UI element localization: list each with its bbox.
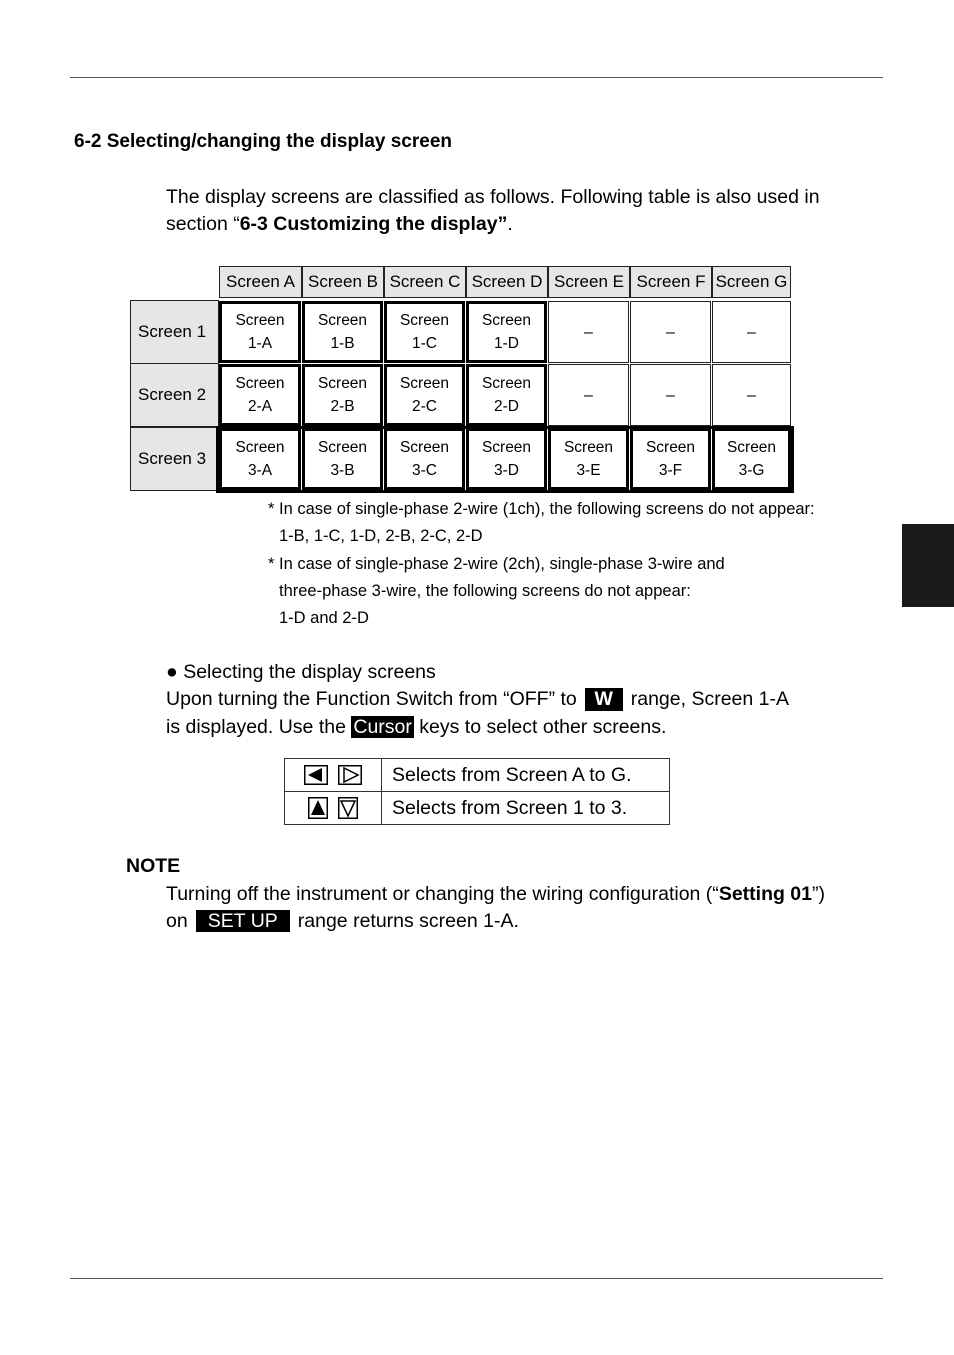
dash-mark: – <box>666 323 675 341</box>
selecting-line-2-prefix: is displayed. Use the <box>166 716 346 738</box>
column-header-c: Screen C <box>384 266 466 298</box>
screen-cell-line: 1-C <box>412 335 437 352</box>
column-header-b: Screen B <box>302 266 384 298</box>
screen-cell-line: Screen <box>399 312 450 329</box>
screen-cell-text <box>400 309 449 355</box>
chapter-tab <box>902 524 954 607</box>
footnote-2-line-2: three-phase 3-wire, the following screens do not appear: <box>279 582 691 600</box>
footer-rule <box>70 1278 883 1279</box>
note-heading: NOTE <box>126 855 181 877</box>
selecting-line-1-suffix: range, Screen 1-A <box>630 688 790 710</box>
screen-cell-text <box>584 321 593 344</box>
footnote-1-line-2: 1-B, 1-C, 1-D, 2-B, 2-C, 2-D <box>279 527 483 545</box>
selecting-line-1 <box>166 686 789 713</box>
screen-cell-line: Screen <box>235 439 285 456</box>
up-arrow-icon <box>308 797 328 819</box>
screen-cell-text <box>666 321 675 344</box>
intro-line-2-suffix: . <box>507 213 513 235</box>
screen-cell-text <box>666 384 675 407</box>
screen-cell-line: Screen <box>317 312 368 329</box>
screen-cell-line: Screen <box>235 312 285 329</box>
screen-cell-text <box>584 384 593 407</box>
screen-cell-1-e <box>548 301 629 363</box>
screen-cell-2-a <box>219 364 301 426</box>
right-arrow-icon <box>338 765 362 785</box>
screen-cell-line: 2-C <box>412 398 437 415</box>
footnote-2-line-3: 1-D and 2-D <box>279 609 369 627</box>
screen-cell-2-c <box>384 364 465 426</box>
screen-cell-line: Screen <box>481 375 532 392</box>
screen-cell-line: Screen <box>726 439 777 456</box>
left-arrow-icon <box>304 765 328 785</box>
screen-cell-line: 3-C <box>412 462 437 479</box>
screen-cell-line: 1-B <box>330 335 355 352</box>
screen-cell-2-d <box>466 364 547 426</box>
screen-cell-text <box>235 372 284 418</box>
dash-mark: – <box>584 386 593 404</box>
header-rule <box>70 77 883 78</box>
screen-cell-line: 2-B <box>330 398 355 415</box>
screen-cell-line: Screen <box>481 312 532 329</box>
key-row-left-right <box>285 759 670 792</box>
row-header-2: Screen 2 <box>130 363 219 427</box>
screen-cell-text <box>482 372 531 418</box>
intro-line-1: The display screens are classified as follows. Following table is also used in <box>166 186 820 208</box>
intro-line-2 <box>166 211 820 238</box>
intro-line-2-prefix: section “ <box>166 213 240 235</box>
selecting-line-2 <box>166 714 666 741</box>
screen-cell-text <box>747 384 756 407</box>
note-line-1 <box>166 881 825 908</box>
cursor-key-table <box>284 758 670 825</box>
column-header-e: Screen E <box>548 266 630 298</box>
up-down-key-icons <box>285 792 382 825</box>
key-row-1-desc: Selects from Screen A to G. <box>382 759 670 792</box>
row-header-1: Screen 1 <box>130 300 219 364</box>
screen-cell-line: 3-A <box>247 462 273 479</box>
screen-cell-line: 2-D <box>494 398 519 415</box>
key-row-2-desc: Selects from Screen 1 to 3. <box>382 792 670 825</box>
dash-mark: – <box>584 323 593 341</box>
screen-cell-line: Screen <box>317 375 368 392</box>
dash-mark: – <box>747 386 756 404</box>
left-right-key-icons <box>285 759 382 792</box>
setting-01-reference: Setting 01 <box>718 883 812 905</box>
note-line-1-prefix: Turning off the instrument or changing the wiring configuration (“ <box>166 883 719 905</box>
column-header-f: Screen F <box>630 266 712 298</box>
screen-cell-line: 3-E <box>576 462 601 479</box>
screen-cell-line: 3-G <box>738 462 765 479</box>
intro-paragraph <box>166 184 820 238</box>
screen-cell-line: Screen <box>399 439 450 456</box>
note-line-1-suffix: ”) <box>812 883 825 905</box>
screen-cell-1-b <box>302 301 383 363</box>
screen-cell-line: Screen <box>235 375 285 392</box>
screen-cell-text <box>235 309 284 355</box>
dash-mark: – <box>666 386 675 404</box>
screen-cell-line: 2-A <box>247 398 273 415</box>
screen-3-row-frame <box>216 426 794 493</box>
note-line-2-prefix: on <box>166 910 188 932</box>
screen-cell-1-d <box>466 301 547 363</box>
screen-cell-line: Screen <box>399 375 450 392</box>
down-arrow-icon <box>338 797 358 819</box>
setup-range-key: SET UP <box>196 910 290 932</box>
screen-cell-text <box>482 309 531 355</box>
section-reference: 6-3 Customizing the display” <box>239 213 508 235</box>
section-title: 6-2 Selecting/changing the display screen <box>74 131 453 152</box>
selecting-line-2-suffix: keys to select other screens. <box>419 716 667 738</box>
screen-cell-1-f <box>630 301 711 363</box>
selecting-line-1-prefix: Upon turning the Function Switch from “OFF” to <box>166 688 577 710</box>
screen-cell-line: 1-D <box>494 335 519 352</box>
footnote-2-line-1: * In case of single-phase 2-wire (2ch), single-phase 3-wire and <box>268 555 725 573</box>
screen-cell-line: 3-F <box>658 462 683 479</box>
screen-cell-2-g <box>712 364 791 426</box>
selecting-heading: ● Selecting the display screens <box>166 661 436 683</box>
screen-cell-line: 3-B <box>330 462 355 479</box>
screen-cell-line: 3-D <box>494 462 519 479</box>
note-line-2-suffix: range returns screen 1-A. <box>297 910 519 932</box>
footnote-1-line-1: * In case of single-phase 2-wire (1ch), the following screens do not appear: <box>268 500 815 518</box>
screen-cell-line: Screen <box>481 439 532 456</box>
screen-cell-1-c <box>384 301 465 363</box>
screen-cell-1-a <box>219 301 301 363</box>
screen-cell-text <box>318 372 367 418</box>
cursor-key-label: Cursor <box>353 716 412 738</box>
note-line-2 <box>166 908 519 935</box>
screen-cell-1-g <box>712 301 791 363</box>
screen-cell-line: Screen <box>645 439 696 456</box>
w-range-key: W <box>585 688 623 711</box>
screen-cell-2-e <box>548 364 629 426</box>
key-row-up-down <box>285 792 670 825</box>
screen-cell-2-f <box>630 364 711 426</box>
screen-cell-line: Screen <box>563 439 614 456</box>
dash-mark: – <box>747 323 756 341</box>
screen-cell-2-b <box>302 364 383 426</box>
screen-cell-line: 1-A <box>247 335 273 352</box>
screen-cell-text <box>747 321 756 344</box>
column-header-a: Screen A <box>219 266 302 298</box>
column-header-g: Screen G <box>712 266 791 298</box>
column-header-d: Screen D <box>466 266 548 298</box>
screen-cell-text <box>318 309 367 355</box>
screen-cell-text <box>400 372 449 418</box>
row-header-3: Screen 3 <box>130 427 219 491</box>
screen-cell-line: Screen <box>317 439 368 456</box>
